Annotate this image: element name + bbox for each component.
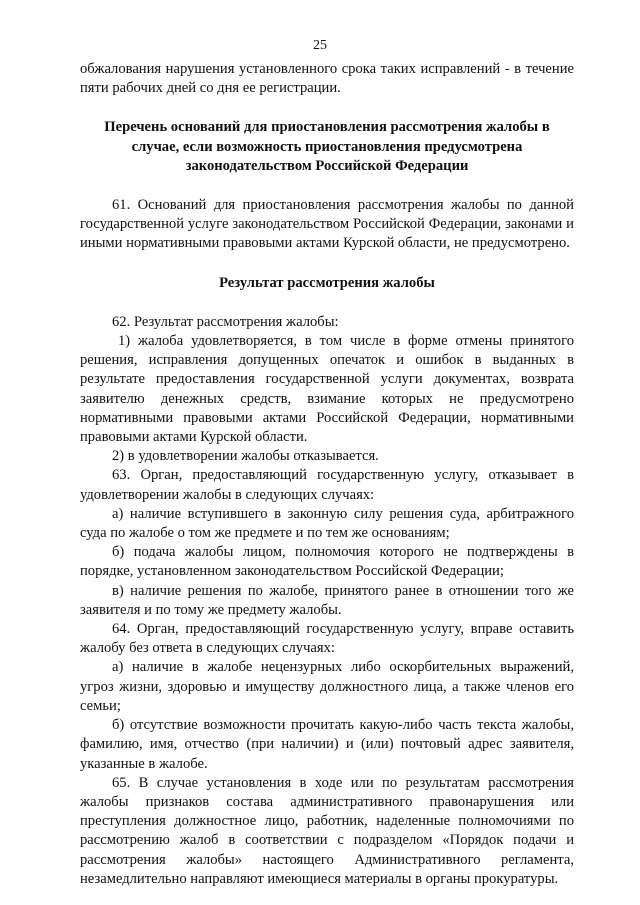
section-heading-suspension: Перечень оснований для приостановления рассмотрения жалобы в случае, если возможность приостановления предусмотрена законодательством Российской Федерации — [104, 119, 550, 174]
paragraph-64-item-a: а) наличие в жалобе нецензурных либо оскорбительных выражений, угроз жизни, здоровью и имуществу должностного лица, а также членов его семьи; — [80, 659, 574, 714]
paragraph-64: 64. Орган, предоставляющий государственную услугу, вправе оставить жалобу без ответа в следующих случаях: — [80, 621, 574, 657]
paragraph-62-item-2: 2) в удовлетворении жалобы отказывается. — [112, 448, 379, 465]
paragraph-63-item-v: в) наличие решения по жалобе, принятого ранее в отношении того же заявителя и по тому же предмету жалобы. — [80, 582, 574, 618]
paragraph-62-item-1: 1) жалоба удовлетворяется, в том числе в форме отмены принятого решения, исправления допущенных опечаток и ошибок в выданных в результате предоставления государственной услуги документах, возврата заявителю денежных средств, взимание которых не предусмотрено нормативными правовыми актами Российской Федерации, нормативными правовыми актами Курской области. — [80, 333, 574, 446]
paragraph-63: 63. Орган, предоставляющий государственную услугу, отказывает в удовлетворении жалобы в следующих случаях: — [80, 467, 574, 503]
paragraph-63-item-a: а) наличие вступившего в законную силу решения суда, арбитражного суда по жалобе о том же предмете и по тем же основаниям; — [80, 505, 574, 542]
paragraph-continuation: обжалования нарушения установленного срока таких исправлений - в течение пяти рабочих дней со дня ее регистрации. — [80, 61, 574, 97]
paragraph-64-item-b: б) отсутствие возможности прочитать какую-либо часть текста жалобы, фамилию, имя, отчество (при наличии) и (или) почтовый адрес заявителя, указанные в жалобе. — [80, 717, 574, 772]
paragraph-61: 61. Оснований для приостановления рассмотрения жалобы по данной государственной услуге законодательством Российской Федерации, законами и иными нормативными правовыми актами Курской области, не предусмотрено. — [80, 197, 574, 252]
section-heading-result: Результат рассмотрения жалобы — [219, 274, 435, 291]
document-body — [80, 60, 574, 889]
page-number: 25 — [313, 38, 327, 53]
paragraph-65: 65. В случае установления в ходе или по результатам рассмотрения жалобы признаков состава административного правонарушения или преступления должностное лицо, работник, наделенные полномочиями по рассмотрению жалоб в соответствии с подразделом «Порядок подачи и рассмотрения жалобы» настоящего Административного регламента, незамедлительно направляют имеющиеся материалы в органы прокуратуры. — [80, 774, 574, 887]
paragraph-62: 62. Результат рассмотрения жалобы: — [112, 313, 339, 330]
paragraph-63-item-b: б) подача жалобы лицом, полномочия которого не подтверждены в порядке, установленном законодательством Российской Федерации; — [80, 544, 574, 580]
